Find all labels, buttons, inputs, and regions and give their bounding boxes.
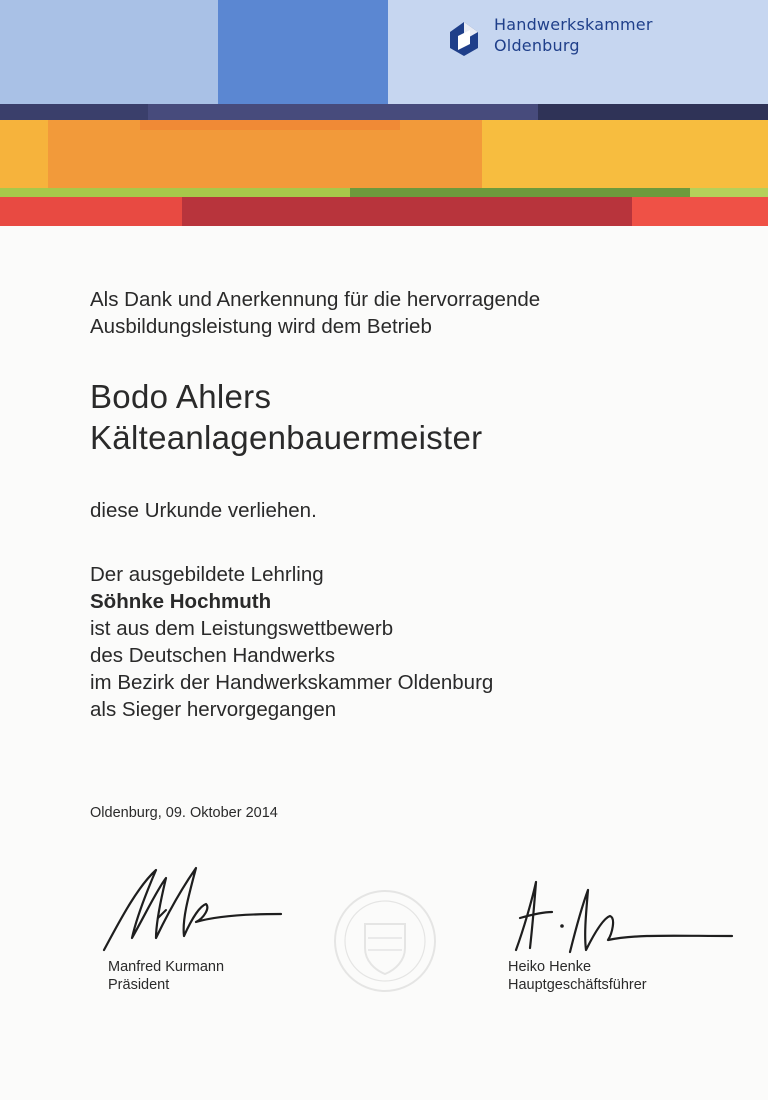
signature-left	[96, 858, 286, 958]
intro-text	[90, 286, 540, 340]
signatory-right-role: Hauptgeschäftsführer	[508, 977, 647, 993]
org-name-line1: Handwerkskammer	[494, 15, 653, 34]
signature-right	[506, 878, 736, 958]
place-date: Oldenburg, 09. Oktober 2014	[90, 805, 278, 821]
conferred-text: diese Urkunde verliehen.	[90, 499, 317, 522]
org-logo-mark-icon	[444, 18, 484, 58]
intro-line-1: Als Dank und Anerkennung für die hervorragende	[90, 288, 541, 311]
embossed-seal-icon	[330, 886, 440, 996]
apprentice-name: Söhnke Hochmuth	[90, 590, 272, 613]
achievement-line-4: als Sieger hervorgegangen	[90, 698, 337, 721]
recipient-name: Bodo Ahlers	[90, 378, 272, 415]
recipient-block	[90, 376, 482, 458]
achievement-line-3: im Bezirk der Handwerkskammer Oldenburg	[90, 671, 494, 694]
signatory-right	[508, 958, 647, 994]
signatory-left-name: Manfred Kurmann	[108, 959, 225, 975]
apprentice-block	[90, 561, 493, 723]
intro-line-2: Ausbildungsleistung wird dem Betrieb	[90, 315, 432, 338]
org-name	[494, 14, 653, 56]
signatory-left-role: Präsident	[108, 977, 170, 993]
org-name-line2: Oldenburg	[494, 36, 580, 55]
achievement-line-1: ist aus dem Leistungswettbewerb	[90, 617, 394, 640]
achievement-line-2: des Deutschen Handwerks	[90, 644, 335, 667]
apprentice-intro: Der ausgebildete Lehrling	[90, 563, 324, 586]
signatory-left	[108, 958, 224, 994]
recipient-title: Kälteanlagenbauermeister	[90, 419, 483, 456]
signatory-right-name: Heiko Henke	[508, 959, 592, 975]
org-logo	[444, 14, 653, 58]
